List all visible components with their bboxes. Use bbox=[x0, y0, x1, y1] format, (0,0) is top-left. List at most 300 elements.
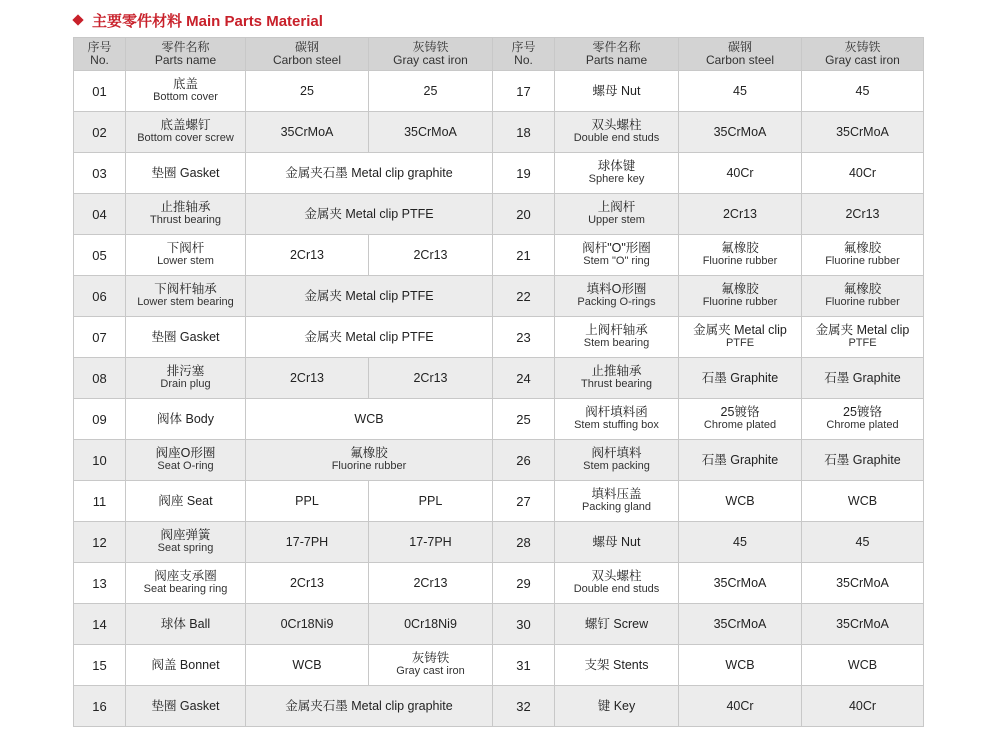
part-no-cell bbox=[493, 71, 555, 112]
carbon-steel-cell bbox=[679, 481, 802, 522]
cell-text: 金属夹石墨 Metal clip graphite bbox=[285, 698, 453, 713]
cell-subtext: Double end studs bbox=[573, 583, 660, 595]
part-no-cell bbox=[493, 563, 555, 604]
cell-text: 金属夹 Metal clip PTFE bbox=[304, 329, 434, 344]
cell-text: 40Cr bbox=[848, 698, 877, 713]
part-name-cell bbox=[555, 399, 679, 440]
carbon-steel-cell bbox=[679, 112, 802, 153]
header-parts-name: 零件名称 Parts name bbox=[126, 38, 246, 71]
part-name-cell bbox=[126, 276, 246, 317]
cell-subtext: Stem stuffing box bbox=[574, 419, 659, 431]
table-row bbox=[74, 358, 924, 399]
cell-text: 石墨 Graphite bbox=[824, 370, 901, 385]
gray-cast-iron-cell bbox=[369, 71, 493, 112]
table-row bbox=[74, 112, 924, 153]
cell-text: 氟橡胶 bbox=[843, 241, 882, 255]
cell-text: 35CrMoA bbox=[404, 124, 457, 139]
part-number: 26 bbox=[516, 452, 531, 468]
cell-text: 石墨 Graphite bbox=[701, 370, 779, 385]
cell-text: 35CrMoA bbox=[836, 616, 889, 631]
gray-cast-iron-cell bbox=[802, 399, 924, 440]
gray-cast-iron-cell bbox=[802, 235, 924, 276]
cell-text: 垫圈 Gasket bbox=[151, 165, 220, 180]
cell-text: 氟橡胶 bbox=[350, 446, 388, 460]
carbon-steel-cell bbox=[246, 645, 369, 686]
part-number: 13 bbox=[92, 575, 107, 591]
cell-text: 螺钉 Screw bbox=[584, 616, 649, 631]
part-name-cell bbox=[555, 317, 679, 358]
part-number: 06 bbox=[92, 288, 107, 304]
part-number: 04 bbox=[92, 206, 107, 222]
gray-cast-iron-cell bbox=[802, 71, 924, 112]
part-number: 02 bbox=[92, 124, 107, 140]
cell-text: 阀座O形圈 bbox=[155, 446, 216, 460]
part-name-cell bbox=[126, 153, 246, 194]
carbon-steel-cell bbox=[679, 317, 802, 358]
cell-text: 2Cr13 bbox=[289, 370, 325, 385]
cell-text: 25 bbox=[300, 83, 314, 98]
gray-cast-iron-cell bbox=[802, 112, 924, 153]
cell-text: 2Cr13 bbox=[413, 370, 448, 385]
part-number: 23 bbox=[516, 329, 531, 345]
part-name-cell bbox=[126, 194, 246, 235]
carbon-steel-cell bbox=[679, 440, 802, 481]
cell-text: PPL bbox=[295, 493, 319, 508]
cell-text: 支架 Stents bbox=[584, 657, 649, 672]
cell-subtext: Thrust bearing bbox=[150, 214, 221, 226]
part-number: 20 bbox=[516, 206, 531, 222]
material-merged-cell bbox=[246, 686, 493, 727]
gray-cast-iron-cell bbox=[802, 276, 924, 317]
part-name-cell bbox=[555, 440, 679, 481]
carbon-steel-cell bbox=[679, 563, 802, 604]
cell-text: 2Cr13 bbox=[722, 206, 758, 221]
cell-subtext: Fluorine rubber bbox=[702, 255, 778, 267]
part-no-cell bbox=[74, 194, 126, 235]
cell-text: 下阀杆 bbox=[166, 241, 205, 255]
carbon-steel-cell bbox=[246, 522, 369, 563]
part-no-cell bbox=[74, 563, 126, 604]
part-number: 31 bbox=[516, 657, 531, 673]
part-number: 19 bbox=[516, 165, 531, 181]
carbon-steel-cell bbox=[679, 645, 802, 686]
cell-subtext: Packing O-rings bbox=[577, 296, 656, 308]
part-no-cell bbox=[493, 317, 555, 358]
cell-text: 上阀杆轴承 bbox=[585, 323, 648, 337]
table-row bbox=[74, 604, 924, 645]
cell-text: 阀座弹簧 bbox=[160, 528, 211, 542]
part-name-cell bbox=[126, 481, 246, 522]
gray-cast-iron-cell bbox=[802, 522, 924, 563]
table-header-row bbox=[74, 38, 924, 71]
cell-text: 上阀杆 bbox=[597, 200, 636, 214]
cell-text: 45 bbox=[733, 534, 747, 549]
cell-subtext: Seat O-ring bbox=[157, 460, 214, 472]
part-name-cell bbox=[555, 194, 679, 235]
diamond-bullet-icon bbox=[72, 14, 83, 25]
cell-subtext: Bottom cover bbox=[153, 91, 218, 103]
cell-text: 止推轴承 bbox=[591, 364, 642, 378]
material-merged-cell bbox=[246, 276, 493, 317]
cell-subtext: Packing gland bbox=[581, 501, 652, 513]
part-no-cell bbox=[74, 686, 126, 727]
part-number: 01 bbox=[92, 83, 107, 99]
part-no-cell bbox=[493, 686, 555, 727]
cell-subtext: Fluorine rubber bbox=[825, 296, 900, 308]
carbon-steel-cell bbox=[246, 235, 369, 276]
carbon-steel-cell bbox=[679, 194, 802, 235]
table-body bbox=[74, 71, 924, 727]
part-number: 16 bbox=[92, 698, 107, 714]
cell-text: 0Cr18Ni9 bbox=[280, 616, 334, 631]
part-no-cell bbox=[493, 522, 555, 563]
part-name-cell bbox=[555, 276, 679, 317]
gray-cast-iron-cell bbox=[369, 358, 493, 399]
cell-text: 25镀铬 bbox=[843, 405, 882, 419]
part-no-cell bbox=[74, 358, 126, 399]
cell-text: 2Cr13 bbox=[289, 247, 325, 262]
cell-text: WCB bbox=[725, 657, 755, 672]
cell-text: 2Cr13 bbox=[845, 206, 880, 221]
part-number: 11 bbox=[92, 493, 107, 509]
section-title bbox=[74, 9, 323, 31]
cell-subtext: Double end studs bbox=[573, 132, 660, 144]
carbon-steel-cell bbox=[679, 358, 802, 399]
carbon-steel-cell bbox=[679, 153, 802, 194]
part-number: 25 bbox=[516, 411, 531, 427]
part-no-cell bbox=[74, 604, 126, 645]
header-carbon-steel: 碳钢 Carbon steel bbox=[246, 38, 369, 71]
parts-material-table bbox=[73, 37, 924, 727]
part-number: 28 bbox=[516, 534, 531, 550]
cell-text: 底盖 bbox=[172, 77, 198, 91]
material-merged-cell bbox=[246, 440, 493, 481]
part-number: 15 bbox=[92, 657, 107, 673]
cell-subtext: Drain plug bbox=[160, 378, 211, 390]
header-no: 序号 No. bbox=[74, 38, 126, 71]
part-no-cell bbox=[74, 71, 126, 112]
part-name-cell bbox=[126, 563, 246, 604]
part-name-cell bbox=[555, 112, 679, 153]
part-name-cell bbox=[555, 235, 679, 276]
part-no-cell bbox=[74, 399, 126, 440]
cell-text: 金属夹石墨 Metal clip graphite bbox=[285, 165, 453, 180]
part-name-cell bbox=[126, 112, 246, 153]
cell-text: 垫圈 Gasket bbox=[151, 329, 220, 344]
gray-cast-iron-cell bbox=[802, 440, 924, 481]
gray-cast-iron-cell bbox=[802, 481, 924, 522]
cell-text: 填料O形圈 bbox=[586, 282, 647, 296]
part-no-cell bbox=[493, 235, 555, 276]
gray-cast-iron-cell bbox=[369, 645, 493, 686]
part-name-cell bbox=[126, 686, 246, 727]
part-number: 10 bbox=[92, 452, 107, 468]
cell-subtext: Upper stem bbox=[588, 214, 645, 226]
part-name-cell bbox=[555, 481, 679, 522]
cell-text: 2Cr13 bbox=[413, 247, 448, 262]
gray-cast-iron-cell bbox=[802, 358, 924, 399]
part-name-cell bbox=[555, 563, 679, 604]
cell-text: 0Cr18Ni9 bbox=[404, 616, 457, 631]
carbon-steel-cell bbox=[246, 71, 369, 112]
cell-text: 止推轴承 bbox=[160, 200, 211, 214]
carbon-steel-cell bbox=[679, 604, 802, 645]
header-gray-cast-iron: 灰铸铁 Gray cast iron bbox=[802, 38, 924, 71]
cell-subtext: Lower stem bearing bbox=[137, 296, 234, 308]
cell-subtext: Stem packing bbox=[583, 460, 650, 472]
cell-text: 35CrMoA bbox=[713, 575, 767, 590]
cell-text: WCB bbox=[847, 657, 878, 672]
cell-text: 17-7PH bbox=[285, 534, 329, 549]
cell-subtext: Fluorine rubber bbox=[825, 255, 900, 267]
cell-text: PPL bbox=[418, 493, 443, 508]
section-title-text: 主要零件材料 Main Parts Material bbox=[92, 12, 323, 30]
header-parts-name: 零件名称 Parts name bbox=[555, 38, 679, 71]
part-name-cell bbox=[555, 604, 679, 645]
part-no-cell bbox=[74, 276, 126, 317]
part-number: 14 bbox=[92, 616, 107, 632]
cell-text: WCB bbox=[354, 411, 384, 426]
carbon-steel-cell bbox=[679, 71, 802, 112]
cell-text: 石墨 Graphite bbox=[824, 452, 901, 467]
part-no-cell bbox=[74, 522, 126, 563]
part-no-cell bbox=[493, 604, 555, 645]
table-row bbox=[74, 194, 924, 235]
part-name-cell bbox=[555, 71, 679, 112]
header-carbon-steel: 碳钢 Carbon steel bbox=[679, 38, 802, 71]
carbon-steel-cell bbox=[246, 358, 369, 399]
cell-subtext: Stem bearing bbox=[583, 337, 650, 349]
gray-cast-iron-cell bbox=[802, 153, 924, 194]
part-no-cell bbox=[493, 481, 555, 522]
part-no-cell bbox=[493, 645, 555, 686]
table-row bbox=[74, 522, 924, 563]
cell-text: 35CrMoA bbox=[713, 616, 767, 631]
cell-text: 金属夹 Metal clip PTFE bbox=[304, 288, 434, 303]
gray-cast-iron-cell bbox=[802, 686, 924, 727]
cell-text: 球体键 bbox=[597, 159, 636, 173]
part-name-cell bbox=[555, 686, 679, 727]
part-no-cell bbox=[493, 358, 555, 399]
carbon-steel-cell bbox=[246, 112, 369, 153]
cell-text: 石墨 Graphite bbox=[701, 452, 779, 467]
cell-text: WCB bbox=[847, 493, 878, 508]
carbon-steel-cell bbox=[679, 522, 802, 563]
part-no-cell bbox=[493, 399, 555, 440]
table-row bbox=[74, 71, 924, 112]
table-row bbox=[74, 481, 924, 522]
cell-text: 40Cr bbox=[848, 165, 877, 180]
part-name-cell bbox=[555, 645, 679, 686]
part-number: 22 bbox=[516, 288, 531, 304]
part-no-cell bbox=[74, 153, 126, 194]
part-name-cell bbox=[126, 235, 246, 276]
cell-text: WCB bbox=[725, 493, 755, 508]
cell-text: 垫圈 Gasket bbox=[151, 698, 220, 713]
table-row bbox=[74, 440, 924, 481]
part-name-cell bbox=[126, 522, 246, 563]
carbon-steel-cell bbox=[246, 563, 369, 604]
table-row bbox=[74, 563, 924, 604]
cell-text: 45 bbox=[855, 534, 870, 549]
cell-subtext: Lower stem bbox=[157, 255, 214, 267]
cell-subtext: Stem "O" ring bbox=[583, 255, 650, 267]
part-no-cell bbox=[74, 235, 126, 276]
part-number: 07 bbox=[92, 329, 107, 345]
carbon-steel-cell bbox=[679, 399, 802, 440]
cell-text: 键 Key bbox=[597, 698, 636, 713]
carbon-steel-cell bbox=[679, 235, 802, 276]
cell-text: 阀体 Body bbox=[157, 411, 214, 426]
cell-subtext: PTFE bbox=[725, 337, 755, 349]
cell-text: 35CrMoA bbox=[713, 124, 767, 139]
cell-subtext: Gray cast iron bbox=[396, 665, 465, 677]
part-number: 21 bbox=[516, 247, 531, 263]
table-row bbox=[74, 645, 924, 686]
table-row bbox=[74, 276, 924, 317]
part-number: 27 bbox=[516, 493, 531, 509]
cell-text: 底盖螺钉 bbox=[160, 118, 211, 132]
gray-cast-iron-cell bbox=[369, 522, 493, 563]
part-number: 03 bbox=[92, 165, 107, 181]
carbon-steel-cell bbox=[679, 276, 802, 317]
cell-text: 氟橡胶 bbox=[721, 241, 759, 255]
header-gray-cast-iron: 灰铸铁 Gray cast iron bbox=[369, 38, 493, 71]
cell-text: 35CrMoA bbox=[836, 124, 889, 139]
gray-cast-iron-cell bbox=[369, 112, 493, 153]
part-no-cell bbox=[493, 194, 555, 235]
part-no-cell bbox=[74, 317, 126, 358]
part-name-cell bbox=[126, 71, 246, 112]
part-name-cell bbox=[126, 604, 246, 645]
cell-text: 阀盖 Bonnet bbox=[151, 657, 220, 672]
part-number: 32 bbox=[516, 698, 531, 714]
gray-cast-iron-cell bbox=[802, 645, 924, 686]
cell-text: 下阀杆轴承 bbox=[154, 282, 217, 296]
material-merged-cell bbox=[246, 317, 493, 358]
part-name-cell bbox=[555, 358, 679, 399]
header-no: 序号 No. bbox=[493, 38, 555, 71]
cell-text: 金属夹 Metal clip bbox=[815, 323, 910, 337]
part-name-cell bbox=[126, 440, 246, 481]
gray-cast-iron-cell bbox=[802, 604, 924, 645]
part-no-cell bbox=[74, 645, 126, 686]
cell-text: 球体 Ball bbox=[160, 616, 211, 631]
part-no-cell bbox=[74, 112, 126, 153]
part-no-cell bbox=[493, 112, 555, 153]
gray-cast-iron-cell bbox=[369, 481, 493, 522]
cell-text: 25镀铬 bbox=[720, 405, 760, 419]
cell-text: 阀杆填料函 bbox=[585, 405, 648, 419]
cell-text: 填料压盖 bbox=[591, 487, 642, 501]
cell-text: 双头螺柱 bbox=[591, 118, 642, 132]
cell-subtext: Thrust bearing bbox=[581, 378, 652, 390]
part-number: 24 bbox=[516, 370, 531, 386]
part-no-cell bbox=[493, 153, 555, 194]
cell-text: 2Cr13 bbox=[413, 575, 448, 590]
cell-text: 35CrMoA bbox=[280, 124, 334, 139]
part-number: 05 bbox=[92, 247, 107, 263]
table-row bbox=[74, 399, 924, 440]
cell-subtext: Sphere key bbox=[588, 173, 645, 185]
gray-cast-iron-cell bbox=[802, 563, 924, 604]
table-row bbox=[74, 153, 924, 194]
cell-text: 灰铸铁 bbox=[411, 651, 450, 665]
part-no-cell bbox=[493, 440, 555, 481]
part-no-cell bbox=[74, 440, 126, 481]
cell-subtext: Fluorine rubber bbox=[331, 460, 407, 472]
cell-text: WCB bbox=[292, 657, 322, 672]
cell-text: 螺母 Nut bbox=[592, 83, 641, 98]
cell-text: 阀座支承圈 bbox=[154, 569, 217, 583]
material-merged-cell bbox=[246, 153, 493, 194]
gray-cast-iron-cell bbox=[369, 604, 493, 645]
carbon-steel-cell bbox=[679, 686, 802, 727]
cell-subtext: Chrome plated bbox=[703, 419, 777, 431]
cell-text: 阀杆填料 bbox=[591, 446, 642, 460]
part-name-cell bbox=[555, 522, 679, 563]
part-name-cell bbox=[126, 358, 246, 399]
cell-text: 双头螺柱 bbox=[591, 569, 642, 583]
gray-cast-iron-cell bbox=[802, 317, 924, 358]
cell-text: 阀杆"O"形圈 bbox=[582, 241, 651, 255]
cell-subtext: Seat bearing ring bbox=[143, 583, 228, 595]
part-number: 29 bbox=[516, 575, 531, 591]
cell-text: 40Cr bbox=[726, 698, 754, 713]
part-no-cell bbox=[493, 276, 555, 317]
gray-cast-iron-cell bbox=[802, 194, 924, 235]
carbon-steel-cell bbox=[246, 481, 369, 522]
cell-text: 螺母 Nut bbox=[592, 534, 641, 549]
table-row bbox=[74, 686, 924, 727]
cell-subtext: Seat spring bbox=[157, 542, 214, 554]
cell-text: 金属夹 Metal clip bbox=[693, 323, 787, 337]
table-row bbox=[74, 235, 924, 276]
part-name-cell bbox=[126, 317, 246, 358]
cell-text: 45 bbox=[855, 83, 870, 98]
gray-cast-iron-cell bbox=[369, 563, 493, 604]
part-name-cell bbox=[126, 645, 246, 686]
part-name-cell bbox=[126, 399, 246, 440]
cell-text: 2Cr13 bbox=[289, 575, 325, 590]
cell-text: 40Cr bbox=[726, 165, 754, 180]
part-name-cell bbox=[555, 153, 679, 194]
part-number: 12 bbox=[92, 534, 107, 550]
cell-text: 17-7PH bbox=[409, 534, 452, 549]
cell-text: 35CrMoA bbox=[836, 575, 889, 590]
part-number: 17 bbox=[516, 83, 531, 99]
cell-text: 阀座 Seat bbox=[158, 493, 213, 508]
cell-subtext: PTFE bbox=[848, 337, 877, 349]
cell-subtext: Chrome plated bbox=[826, 419, 899, 431]
cell-text: 氟橡胶 bbox=[843, 282, 882, 296]
part-no-cell bbox=[74, 481, 126, 522]
cell-text: 45 bbox=[733, 83, 747, 98]
part-number: 18 bbox=[516, 124, 531, 140]
carbon-steel-cell bbox=[246, 604, 369, 645]
table-row bbox=[74, 317, 924, 358]
cell-text: 排污塞 bbox=[166, 364, 205, 378]
material-merged-cell bbox=[246, 194, 493, 235]
cell-subtext: Bottom cover screw bbox=[137, 132, 234, 144]
material-merged-cell bbox=[246, 399, 493, 440]
part-number: 09 bbox=[92, 411, 107, 427]
cell-text: 氟橡胶 bbox=[721, 282, 759, 296]
cell-text: 金属夹 Metal clip PTFE bbox=[304, 206, 434, 221]
part-number: 08 bbox=[92, 370, 107, 386]
gray-cast-iron-cell bbox=[369, 235, 493, 276]
part-number: 30 bbox=[516, 616, 531, 632]
